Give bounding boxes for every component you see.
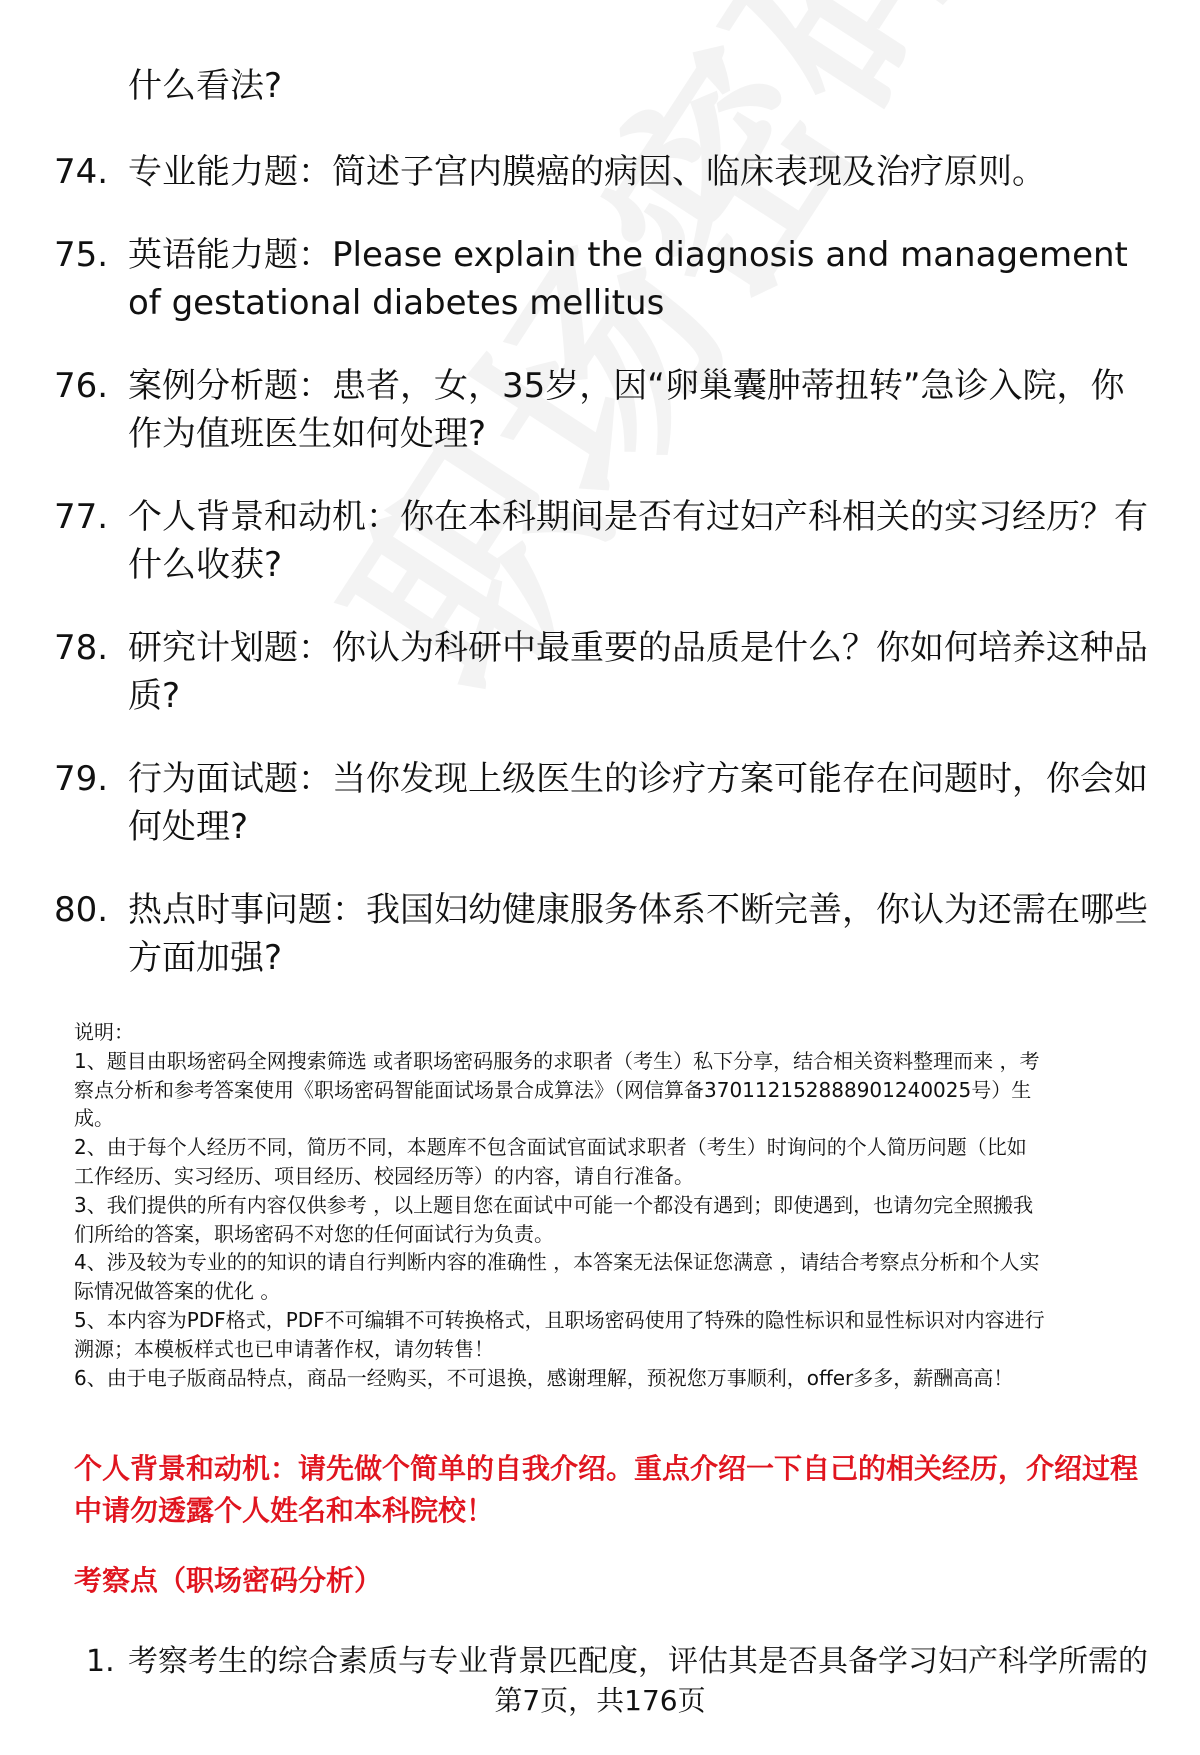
question-continuation: 什么看法? — [128, 66, 283, 106]
question-item — [0, 624, 1200, 720]
question-item — [0, 148, 1200, 196]
highlight-question: 个人背景和动机：请先做个简单的自我介绍。重点介绍一下自己的相关经历，介绍过程中请勿透露个人姓名和本科院校！ — [74, 1452, 1139, 1527]
note-line: 成。 — [74, 1106, 114, 1131]
analysis-heading: 考察点（职场密码分析） — [74, 1564, 383, 1597]
analysis-point — [0, 1640, 1200, 1684]
question-number: 79. — [54, 759, 109, 799]
note-line: 们所给的答案，职场密码不对您的任何面试行为负责。 — [74, 1221, 554, 1246]
question-list — [0, 148, 1200, 1017]
question-item — [0, 755, 1200, 851]
question-text: 研究计划题：你认为科研中最重要的品质是什么？你如何培养这种品质? — [128, 628, 1148, 716]
question-item — [0, 886, 1200, 982]
note-line: 工作经历、实习经历、项目经历、校园经历等）的内容，请自行准备。 — [74, 1163, 694, 1188]
question-number: 76. — [54, 366, 109, 406]
page-footer: 第7页，共176页 — [494, 1684, 706, 1717]
question-text: 行为面试题：当你发现上级医生的诊疗方案可能存在问题时，你会如何处理? — [128, 759, 1148, 847]
note-line: 4、涉及较为专业的的知识的请自行判断内容的准确性 ，本答案无法保证您满意 ，请结合考察点分析和个人实 — [74, 1250, 1040, 1275]
question-number: 78. — [54, 628, 109, 668]
note-line: 6、由于电子版商品特点，商品一经购买，不可退换，感谢理解，预祝您万事顺利，offer多多，薪酬高高！ — [74, 1365, 1014, 1390]
question-text: 案例分析题：患者，女，35岁，因“卵巢囊肿蒂扭转”急诊入院，你作为值班医生如何处理? — [128, 366, 1125, 454]
note-line: 2、由于每个人经历不同，简历不同，本题库不包含面试官面试求职者（考生）时询问的个人简历问题（比如 — [74, 1135, 1027, 1160]
question-item — [0, 493, 1200, 589]
question-number: 75. — [54, 235, 109, 275]
question-text: 英语能力题：Please explain the diagnosis and management of gestational diabetes mellitus — [128, 235, 1128, 323]
analysis-point-text: 考察考生的综合素质与专业背景匹配度，评估其是否具备学习妇产科学所需的 — [128, 1644, 1148, 1679]
note-line: 5、本内容为PDF格式，PDF不可编辑不可转换格式，且职场密码使用了特殊的隐性标识和显性标识对内容进行 — [74, 1307, 1045, 1332]
question-number: 77. — [54, 497, 109, 537]
question-text: 热点时事问题：我国妇幼健康服务体系不断完善，你认为还需在哪些方面加强? — [128, 890, 1148, 978]
note-line: 溯源；本模板样式也已申请著作权，请勿转售！ — [74, 1336, 494, 1361]
note-line: 察点分析和参考答案使用《职场密码智能面试场景合成算法》（网信算备370112152888901240025号）生 — [74, 1077, 1032, 1102]
notes-section — [74, 1018, 1164, 1392]
note-line: 1、题目由职场密码全网搜索筛选 或者职场密码服务的求职者（考生）私下分享，结合相关资料整理而来 ，考 — [74, 1048, 1040, 1073]
question-text: 个人背景和动机：你在本科期间是否有过妇产科相关的实习经历？有什么收获? — [128, 497, 1148, 585]
question-number: 74. — [54, 152, 109, 192]
note-line: 际情况做答案的优化 。 — [74, 1279, 281, 1304]
question-number: 80. — [54, 890, 109, 930]
question-item — [0, 231, 1200, 327]
analysis-point-number: 1. — [86, 1644, 115, 1679]
question-item — [0, 362, 1200, 458]
question-text: 专业能力题：简述子宫内膜癌的病因、临床表现及治疗原则。 — [128, 152, 1046, 192]
notes-title: 说明： — [74, 1020, 134, 1044]
note-line: 3、我们提供的所有内容仅供参考 ，以上题目您在面试中可能一个都没有遇到；即使遇到，也请勿完全照搬我 — [74, 1192, 1034, 1217]
